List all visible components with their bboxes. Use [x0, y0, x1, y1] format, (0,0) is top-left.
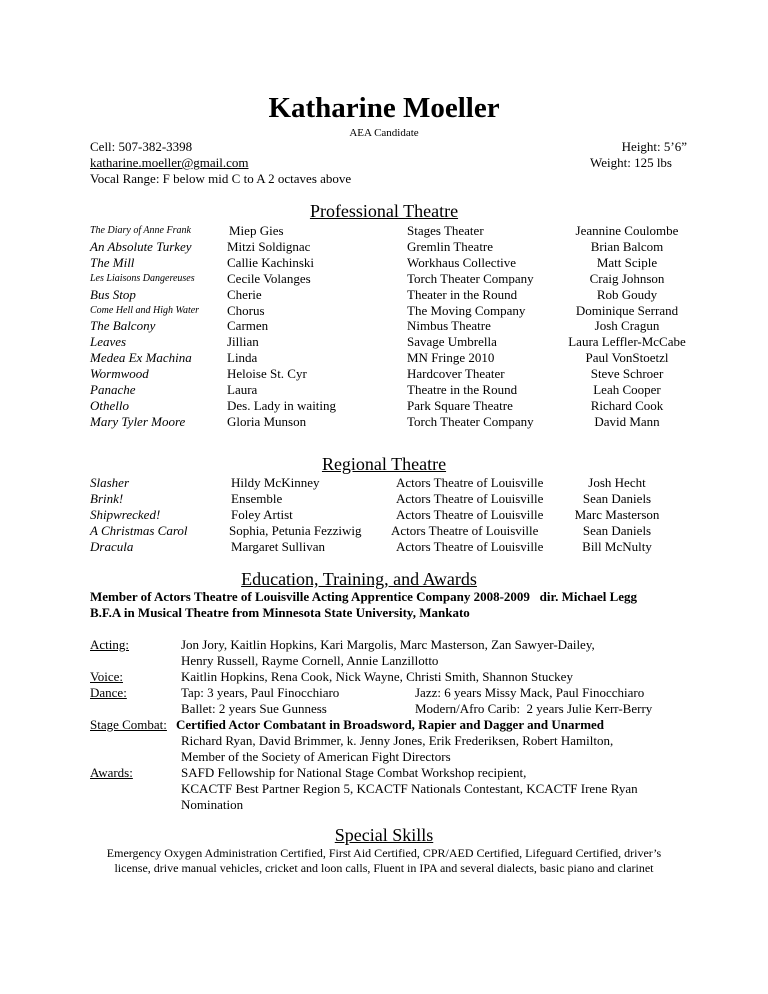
role: Laura: [227, 382, 258, 397]
role: Cecile Volanges: [227, 270, 311, 286]
dance-modern: Modern/Afro Carib: 2 years Julie Kerr-Berry: [415, 701, 653, 716]
director: Laura Leffler-McCabe: [568, 334, 686, 350]
role: Margaret Sullivan: [231, 539, 325, 555]
regional-theatre-heading: Regional Theatre: [321, 454, 447, 474]
venue: Theater in the Round: [407, 286, 518, 302]
director: Rob Goudy: [596, 286, 658, 302]
awards-label: Awards:: [90, 765, 133, 780]
venue: MN Fringe 2010: [407, 350, 495, 366]
director: Brian Balcom: [590, 238, 664, 254]
role: Jillian: [227, 334, 259, 350]
role: Mitzi Soldignac: [227, 238, 311, 254]
union-status: AEA Candidate: [349, 127, 419, 139]
special-skills-line-2: license, drive manual vehicles, cricket and loon calls, Fluent in IPA and several dialects, basic piano and clarinet: [114, 861, 654, 875]
special-skills-line-1: Emergency Oxygen Administration Certified, First Aid Certified, CPR/AED Certified, Lifeguard Certified, driver’s: [106, 846, 662, 860]
show-title: Brink!: [90, 491, 124, 507]
awards-2: KCACTF Best Partner Region 5, KCACTF Nationals Contestant, KCACTF Irene Ryan: [181, 781, 638, 796]
weight: Weight: 125 lbs: [589, 155, 672, 170]
director: Jeannine Coulombe: [575, 223, 679, 238]
venue: Park Square Theatre: [407, 397, 513, 413]
venue: Torch Theater Company: [407, 270, 534, 286]
show-title: The Mill: [90, 254, 135, 270]
role: Miep Gies: [229, 223, 284, 238]
role: Ensemble: [231, 491, 283, 507]
awards-1: SAFD Fellowship for National Stage Combat Workshop recipient,: [181, 765, 527, 780]
venue: The Moving Company: [407, 302, 526, 318]
show-title: Slasher: [90, 475, 129, 490]
venue: Torch Theater Company: [407, 413, 534, 429]
show-title: Bus Stop: [90, 286, 136, 302]
venue: Nimbus Theatre: [407, 318, 491, 334]
venue: Actors Theatre of Louisville: [396, 475, 544, 490]
cell-phone: Cell: 507-382-3398: [90, 139, 193, 154]
venue: Stages Theater: [407, 223, 484, 238]
director: David Mann: [594, 413, 660, 429]
show-title: Othello: [90, 397, 129, 413]
show-title: Shipwrecked!: [90, 507, 161, 523]
dance-jazz: Jazz: 6 years Missy Mack, Paul Finocchiaro: [415, 685, 645, 700]
resume-name: Katharine Moeller: [268, 92, 500, 124]
role: Foley Artist: [231, 507, 293, 523]
director: Sean Daniels: [582, 491, 652, 507]
show-title: An Absolute Turkey: [90, 238, 192, 254]
role: Gloria Munson: [227, 413, 307, 429]
role: Cherie: [227, 286, 262, 302]
email-link[interactable]: katharine.moeller@gmail.com: [90, 155, 249, 170]
role: Des. Lady in waiting: [227, 397, 337, 413]
director: Marc Masterson: [574, 507, 660, 523]
director: Josh Hecht: [588, 475, 646, 490]
director: Sean Daniels: [582, 523, 652, 539]
show-title: A Christmas Carol: [90, 523, 188, 539]
show-title: Leaves: [90, 334, 127, 350]
venue: Actors Theatre of Louisville: [396, 491, 544, 507]
combat-certification: Certified Actor Combatant in Broadsword, Rapier and Dagger and Unarmed: [176, 717, 605, 732]
show-title: Wormwood: [90, 366, 149, 382]
vocal-range: Vocal Range: F below mid C to A 2 octaves above: [90, 171, 352, 186]
director: Matt Sciple: [596, 254, 658, 270]
education-heading: Education, Training, and Awards: [241, 569, 477, 589]
special-skills-heading: Special Skills: [334, 825, 434, 845]
venue: Workhaus Collective: [407, 254, 517, 270]
awards-3: Nomination: [181, 797, 244, 812]
show-title: Les Liaisons Dangereuses: [90, 272, 195, 284]
role: Linda: [227, 350, 258, 366]
acting-label: Acting:: [90, 637, 129, 652]
show-title: Panache: [90, 382, 136, 397]
director: Bill McNulty: [582, 539, 652, 555]
combat-teachers: Richard Ryan, David Brimmer, k. Jenny Jones, Erik Frederiksen, Robert Hamilton,: [181, 733, 614, 748]
venue: Hardcover Theater: [407, 366, 505, 382]
degree-line: B.F.A in Musical Theatre from Minnesota State University, Mankato: [90, 605, 470, 620]
director: Richard Cook: [590, 397, 664, 413]
show-title: Come Hell and High Water: [90, 304, 200, 316]
show-title: The Diary of Anne Frank: [90, 225, 191, 236]
director: Steve Schroer: [590, 366, 664, 382]
role: Sophia, Petunia Fezziwig: [229, 523, 362, 539]
stage-combat-label: Stage Combat:: [90, 717, 167, 732]
dance-tap: Tap: 3 years, Paul Finocchiaro: [181, 685, 340, 700]
voice-label: Voice:: [90, 669, 123, 684]
venue: Actors Theatre of Louisville: [391, 523, 539, 539]
venue: Savage Umbrella: [407, 334, 497, 350]
professional-theatre-heading: Professional Theatre: [309, 201, 459, 221]
role: Hildy McKinney: [231, 475, 320, 490]
director: Leah Cooper: [593, 382, 661, 397]
acting-teachers-2: Henry Russell, Rayme Cornell, Annie Lanzillotto: [181, 653, 439, 668]
director: Craig Johnson: [589, 270, 665, 286]
show-title: The Balcony: [90, 318, 156, 334]
director: Dominique Serrand: [575, 302, 679, 318]
venue: Actors Theatre of Louisville: [396, 539, 544, 555]
director: Paul VonStoetzl: [585, 350, 669, 366]
role: Chorus: [227, 302, 265, 318]
combat-membership: Member of the Society of American Fight Directors: [181, 749, 451, 764]
show-title: Dracula: [90, 539, 134, 555]
director: Josh Cragun: [594, 318, 660, 334]
show-title: Medea Ex Machina: [90, 350, 192, 366]
apprentice-line: Member of Actors Theatre of Louisville Acting Apprentice Company 2008-2009 dir. Michael Legg: [90, 589, 638, 604]
role: Carmen: [227, 318, 269, 334]
dance-ballet: Ballet: 2 years Sue Gunness: [181, 701, 327, 716]
role: Callie Kachinski: [227, 254, 315, 270]
venue: Theatre in the Round: [407, 382, 518, 397]
acting-teachers-1: Jon Jory, Kaitlin Hopkins, Kari Margolis, Marc Masterson, Zan Sawyer-Dailey,: [181, 637, 595, 652]
role: Heloise St. Cyr: [227, 366, 307, 382]
show-title: Mary Tyler Moore: [90, 413, 186, 429]
height: Height: 5’6”: [621, 139, 687, 154]
dance-label: Dance:: [90, 685, 127, 700]
venue: Actors Theatre of Louisville: [396, 507, 544, 523]
venue: Gremlin Theatre: [407, 238, 494, 254]
voice-teachers: Kaitlin Hopkins, Rena Cook, Nick Wayne, Christi Smith, Shannon Stuckey: [181, 669, 573, 684]
